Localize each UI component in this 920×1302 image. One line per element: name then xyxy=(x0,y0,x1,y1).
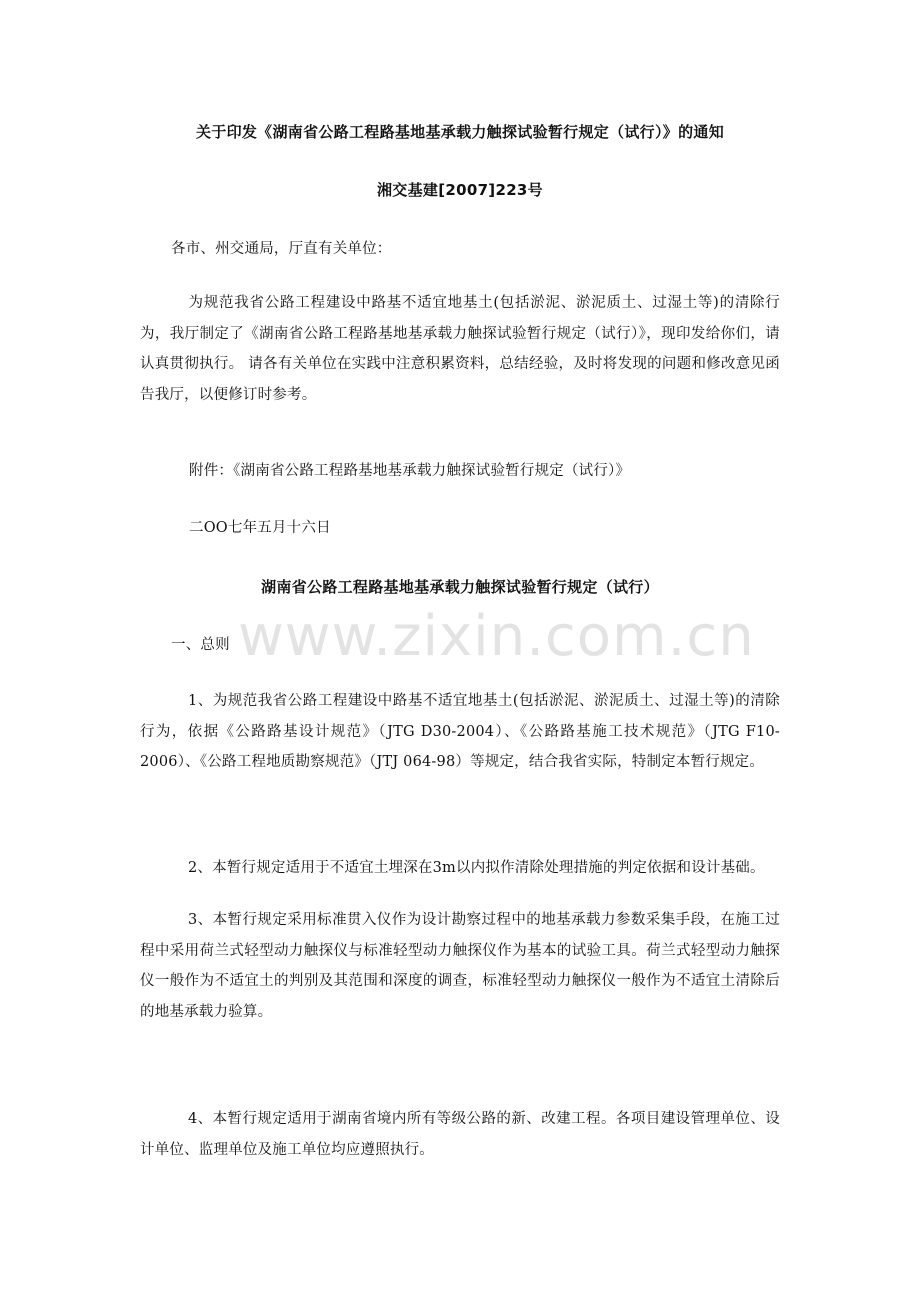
addressee: 各市、州交通局，厅直有关单位： xyxy=(171,241,392,257)
regulation-item-text: 4、本暂行规定适用于湖南省境内所有等级公路的新、改建工程。各项目建设管理单位、设计单位、监理单位及施工单位均应遵照执行。 xyxy=(140,1111,780,1158)
notice-body-text: 为规范我省公路工程建设中路基不适宜地基土(包括淤泥、淤泥质土、过湿土等)的清除行为，我厅制定了《湖南省公路工程路基地基承载力触探试验暂行规定（试行）》，现印发给你们，请认真贯彻执行。 请各有关单位在实践中注意积累资料，总结经验，及时将发现的问题和修改意见函告我厅，以便修订时参考。 xyxy=(140,295,780,403)
regulation-item-1 xyxy=(140,686,780,778)
watermark: www.zixin.com.cn xyxy=(238,604,755,669)
regulation-item-text: 1、为规范我省公路工程建设中路基不适宜地基土(包括淤泥、淤泥质土、过湿土等)的清除行为，依据《公路路基设计规范》（JTG D30-2004）、《公路路基施工技术规范》（JTG F10-2006）、《公路工程地质勘察规范》（JTJ 064-98）等规定，结合我省实际，特制定本暂行规定。 xyxy=(140,693,780,770)
regulation-title: 湖南省公路工程路基地基承载力触探试验暂行规定（试行） xyxy=(261,578,659,596)
doc-number: 湘交基建[2007]223号 xyxy=(377,181,543,199)
regulation-item-text: 3、本暂行规定采用标准贯入仪作为设计勘察过程中的地基承载力参数采集手段，在施工过程中采用荷兰式轻型动力触探仪与标准轻型动力触探仪作为基本的试验工具。荷兰式轻型动力触探仪一般作为不适宜土的判别及其范围和深度的调查，标准轻型动力触探仪一般作为不适宜土清除后的地基承载力验算。 xyxy=(140,912,780,1020)
attachment-line: 附件：《湖南省公路工程路基地基承载力触探试验暂行规定（试行）》 xyxy=(189,463,631,479)
regulation-item-3 xyxy=(140,905,780,1027)
regulation-item-4 xyxy=(140,1104,780,1165)
notice-body xyxy=(140,288,780,410)
section-heading: 一、总则 xyxy=(171,637,230,653)
regulation-item-2 xyxy=(140,853,780,884)
notice-title: 关于印发《湖南省公路工程路基地基承载力触探试验暂行规定（试行）》的通知 xyxy=(195,123,724,141)
regulation-item-text: 2、本暂行规定适用于不适宜土埋深在3m以内拟作清除处理措施的判定依据和设计基础。 xyxy=(188,860,765,876)
notice-date: 二OO七年五月十六日 xyxy=(189,520,331,536)
